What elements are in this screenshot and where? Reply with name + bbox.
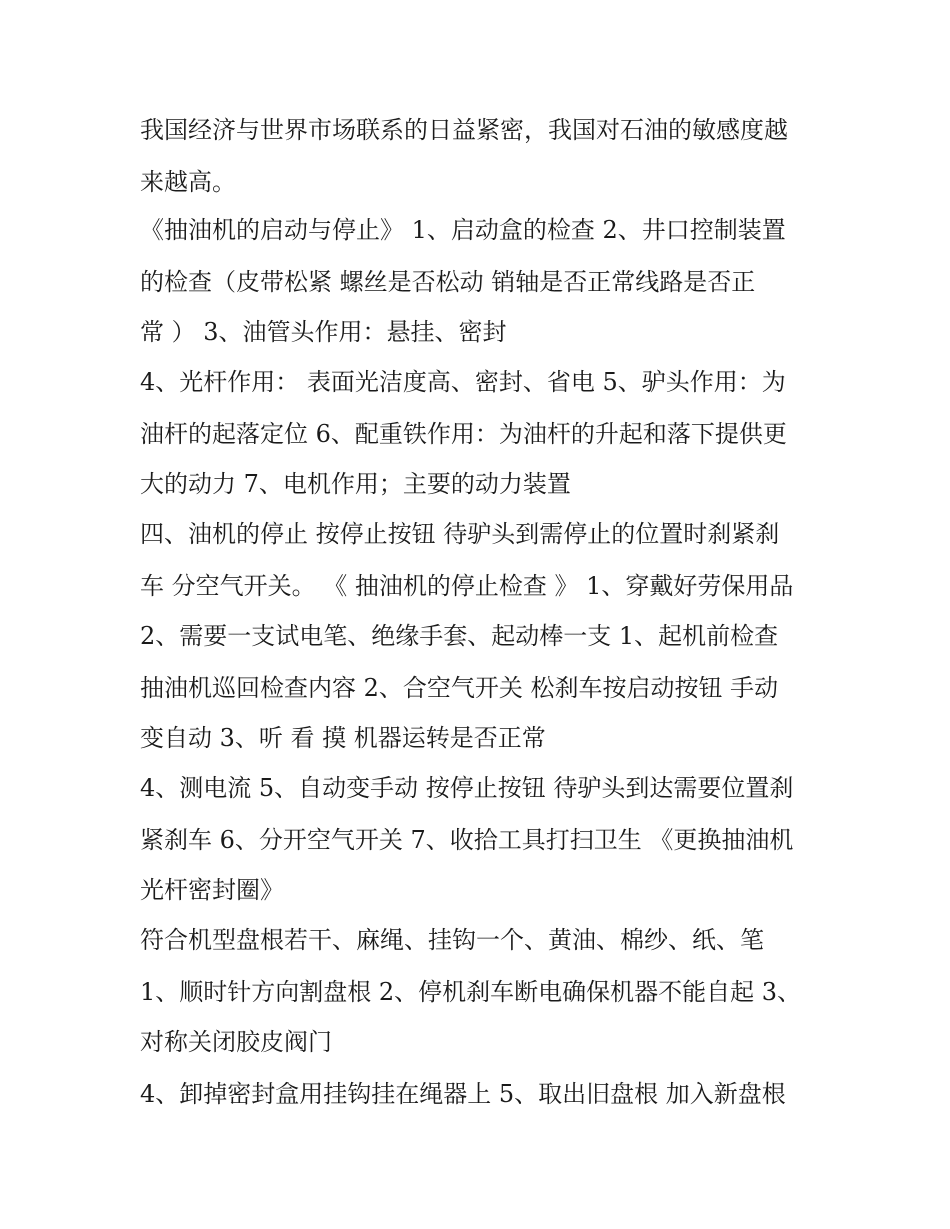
text-line: 对称关闭胶皮阀门 bbox=[140, 1028, 332, 1056]
text-line: 车 分空气开关。 《 抽油机的停止检查 》 1、穿戴好劳保用品 bbox=[140, 572, 794, 600]
text-line: 变自动 3、听 看 摸 机器运转是否正常 bbox=[140, 724, 546, 752]
text-line: 大的动力 7、电机作用；主要的动力装置 bbox=[140, 470, 571, 498]
text-line: 常 ） 3、油管头作用：悬挂、密封 bbox=[140, 318, 507, 346]
text-line: 油杆的起落定位 6、配重铁作用：为油杆的升起和落下提供更 bbox=[140, 420, 787, 448]
text-line: 我国经济与世界市场联系的日益紧密，我国对石油的敏感度越 bbox=[140, 116, 788, 144]
text-line: 紧刹车 6、分开空气开关 7、收拾工具打扫卫生 《更换抽油机 bbox=[140, 826, 794, 854]
text-line: 的检查（皮带松紧 螺丝是否松动 销轴是否正常线路是否正 bbox=[140, 268, 756, 296]
text-line: 四、油机的停止 按停止按钮 待驴头到需停止的位置时刹紧刹 bbox=[140, 520, 780, 548]
text-line: 《抽油机的启动与停止》 1、启动盒的检查 2、井口控制装置 bbox=[140, 216, 786, 244]
text-line: 4、光杆作用： 表面光洁度高、密封、省电 5、驴头作用：为 bbox=[140, 368, 786, 396]
text-line: 来越高。 bbox=[140, 168, 236, 196]
text-line: 符合机型盘根若干、麻绳、挂钩一个、黄油、棉纱、纸、笔 bbox=[140, 926, 764, 954]
text-line: 4、卸掉密封盒用挂钩挂在绳器上 5、取出旧盘根 加入新盘根 bbox=[140, 1080, 786, 1108]
text-line: 1、顺时针方向割盘根 2、停机刹车断电确保机器不能自起 3、 bbox=[140, 978, 802, 1006]
text-line: 光杆密封圈》 bbox=[140, 876, 284, 904]
text-line: 4、测电流 5、自动变手动 按停止按钮 待驴头到达需要位置刹 bbox=[140, 774, 794, 802]
text-line: 2、需要一支试电笔、绝缘手套、起动棒一支 1、起机前检查 bbox=[140, 622, 779, 650]
text-line: 抽油机巡回检查内容 2、合空气开关 松刹车按启动按钮 手动 bbox=[140, 674, 779, 702]
